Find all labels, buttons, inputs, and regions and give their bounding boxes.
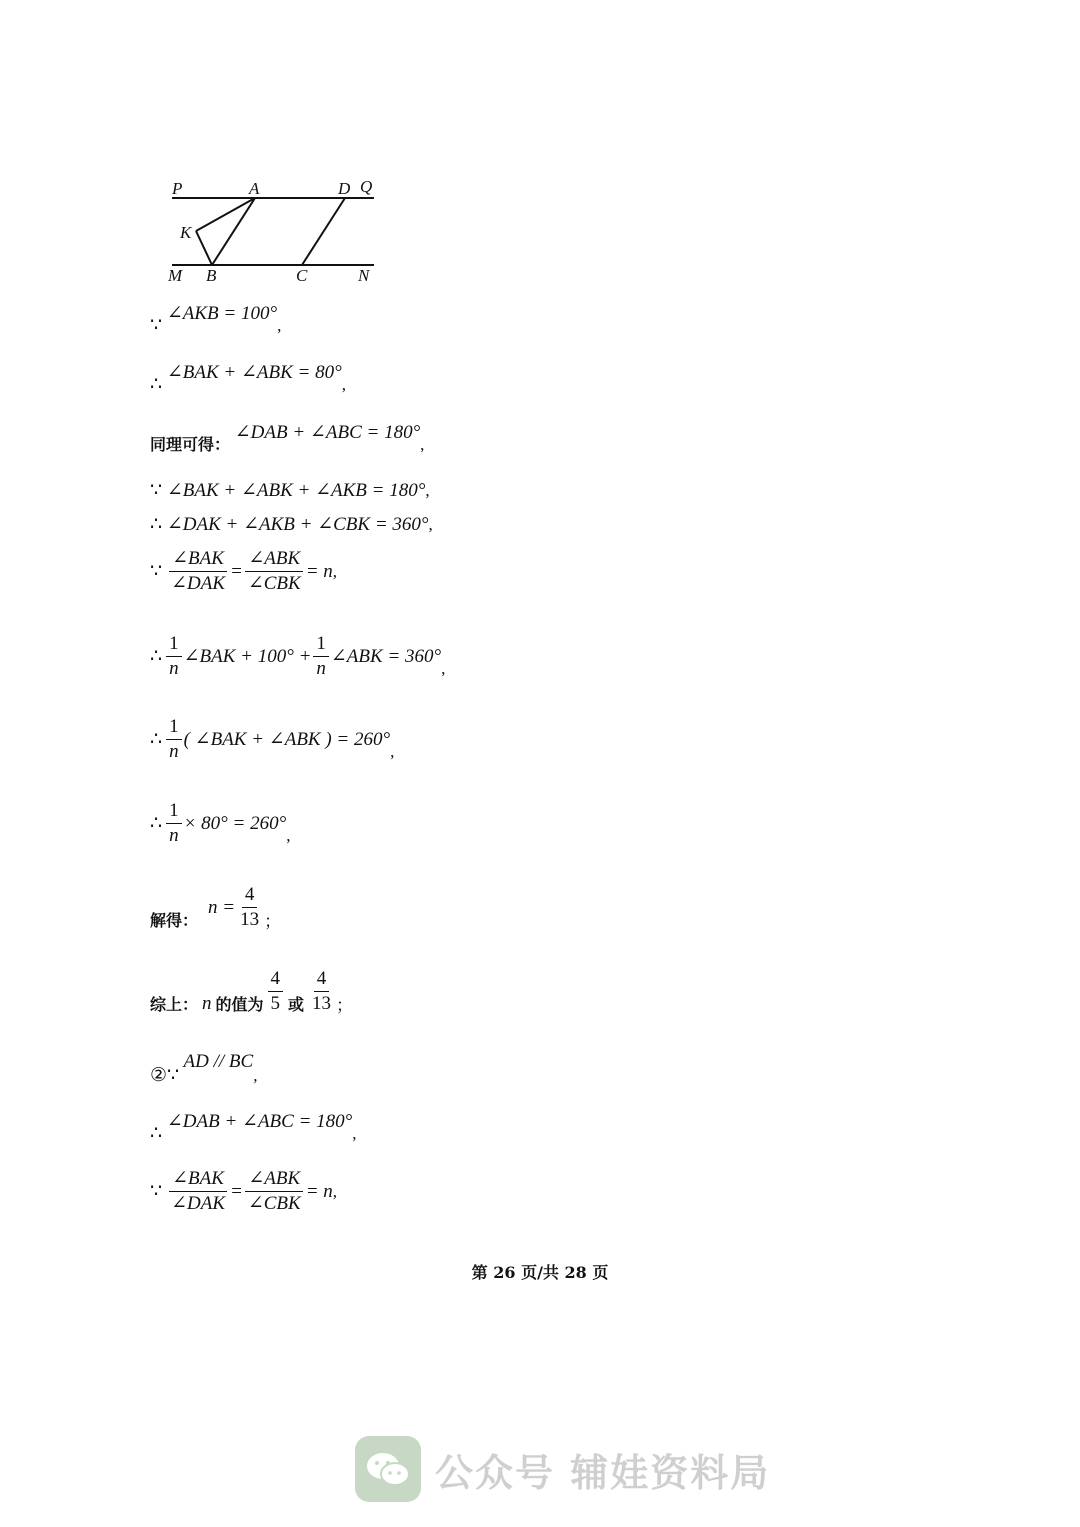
geometry-figure: [160, 175, 390, 285]
label-C: C: [296, 266, 308, 285]
fraction: $\frac{\text{∠BAK}}{\text{∠DAK}}$: [171, 1168, 226, 1214]
proof-line-8: ∴ $\frac{1}{n}$ ( ∠BAK + ∠ABK ) = 260° ,: [150, 716, 395, 762]
proof-line-9: ∴ $\frac{1}{n}$ × 80° = 260° ,: [150, 800, 291, 846]
label-M: M: [168, 266, 183, 285]
proof-line-10: 解得： n = $\frac{4}{13}$ ；: [150, 884, 282, 931]
proof-line-6: ∵ $\frac{\text{∠BAK}}{\text{∠DAK}}$ = $\frac{\text{∠ABK}}{\text{∠CBK}}$ = n ,: [150, 548, 338, 594]
watermark-text: 公众号 辅娃资料局: [435, 1450, 771, 1495]
proof-line-11: 综上： n 的值为 $\frac{4}{5}$ 或 $\frac{4}{13}$ ；: [150, 968, 354, 1015]
proof-line-5: ∴ ∠DAK + ∠AKB + ∠CBK = 360°,: [150, 514, 433, 535]
label-A: A: [249, 179, 260, 198]
proof-line-12: ②∵ AD // BC,: [150, 1051, 258, 1086]
proof-line-14: ∵ $\frac{\text{∠BAK}}{\text{∠DAK}}$ = $\frac{\text{∠ABK}}{\text{∠CBK}}$ = n ,: [150, 1168, 338, 1214]
fraction: $\frac{1}{n}$: [166, 800, 182, 847]
fraction: $\frac{4}{13}$: [240, 884, 260, 930]
fraction: $\frac{1}{n}$: [166, 716, 182, 763]
wechat-icon: [355, 1436, 421, 1502]
page-number: 第 26 页/共 28 页: [471, 1263, 609, 1282]
fraction: $\frac{4}{5}$: [268, 968, 284, 1015]
label-P: P: [172, 179, 183, 198]
label-D: D: [338, 179, 351, 198]
label-B: B: [206, 266, 217, 285]
label-K: K: [180, 223, 192, 242]
proof-line-3: $_{同理可得:}$ ∠DAB + ∠ABC = 180°,: [150, 422, 425, 454]
watermark: [355, 1436, 770, 1502]
proof-line-13: ∴ ∠DAB + ∠ABC = 180°,: [150, 1111, 357, 1144]
label-N: N: [358, 266, 370, 285]
proof-line-7: ∴ $\frac{1}{n}$ ∠BAK + 100° + $\frac{1}{n}$ ∠ABK = 360° ,: [150, 633, 446, 679]
fraction: $\frac{1}{n}$: [313, 633, 329, 680]
fraction: $\frac{4}{13}$: [312, 968, 332, 1014]
proof-line-2: ∴ ∠BAK + ∠ABK = 80°,: [150, 362, 346, 395]
fraction: $\frac{\text{∠ABK}}{\text{∠CBK}}$: [245, 1168, 304, 1215]
label-Q: Q: [360, 177, 373, 196]
fraction: $\frac{1}{n}$: [166, 633, 182, 680]
proof-line-1: ∵ ∠AKB = 100°,: [150, 303, 282, 336]
fraction: $\frac{\text{∠ABK}}{\text{∠CBK}}$: [245, 548, 304, 595]
proof-line-4: ∵ ∠BAK + ∠ABK + ∠AKB = 180°,: [150, 480, 430, 501]
fraction: $\frac{\text{∠BAK}}{\text{∠DAK}}$: [171, 548, 226, 594]
